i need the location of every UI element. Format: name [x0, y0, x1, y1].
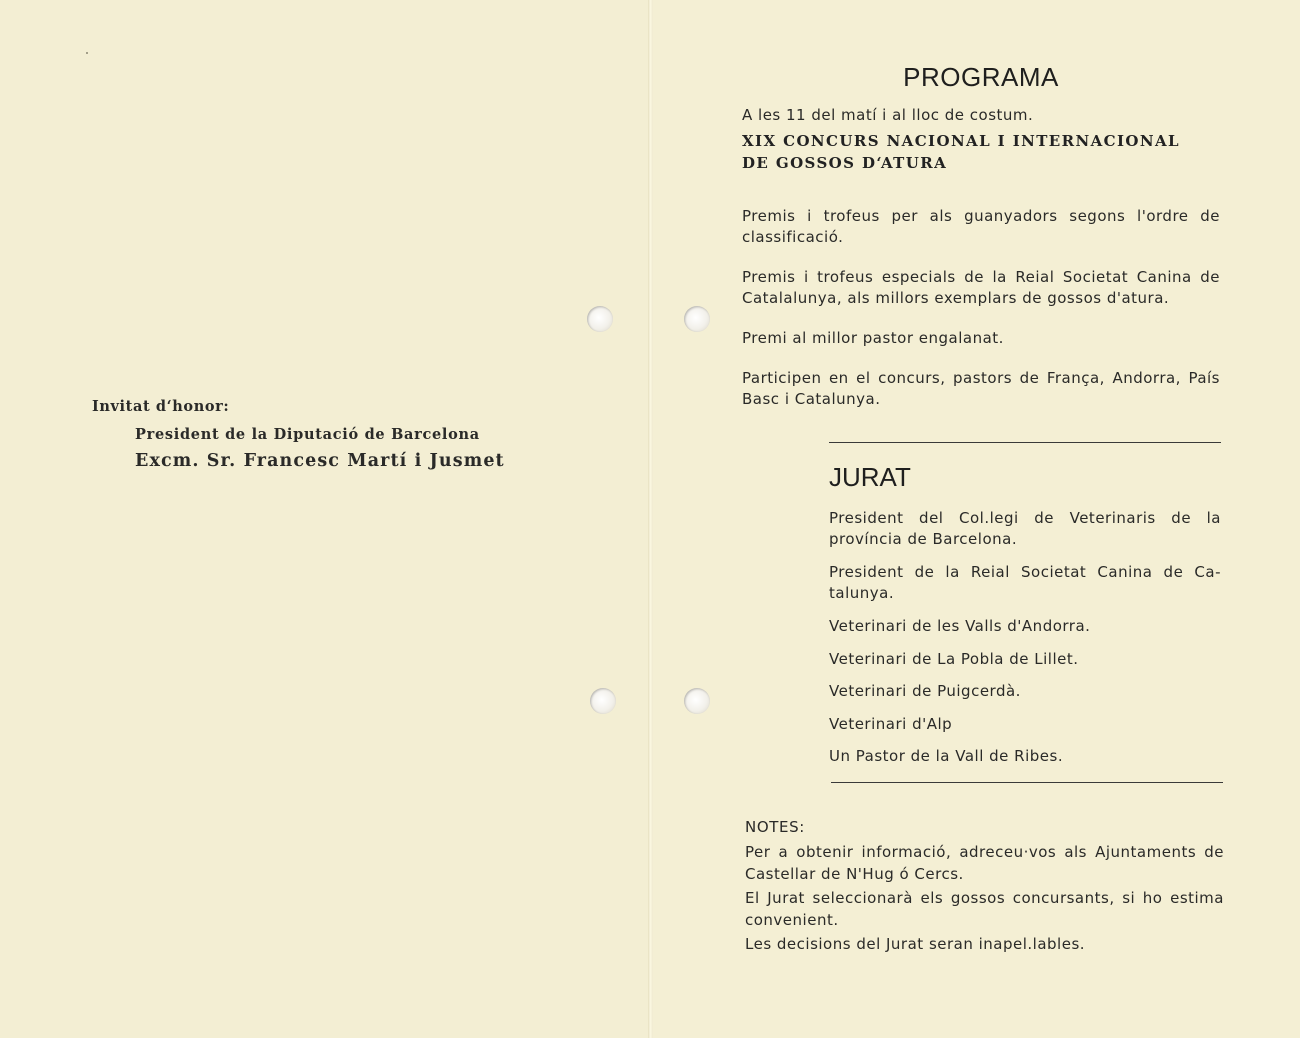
programa-intro: A les 11 del matí i al lloc de costum.: [742, 106, 1034, 124]
jurat-item: Veterinari de Puigcerdà.: [829, 682, 1021, 700]
notes-title: NOTES:: [745, 818, 805, 836]
jurat-item: Veterinari de La Pobla de Lillet.: [829, 649, 1079, 668]
honour-guest-block: [92, 398, 612, 471]
punch-hole: [684, 688, 710, 714]
contest-title-line: XIX CONCURS NACIONAL I INTERNACIONAL: [742, 132, 1180, 150]
honour-name: Excm. Sr. Francesc Martí i Jusmet: [135, 451, 505, 471]
programa-paragraph: Premis i trofeus per als guanyadors segons l'ordre de classificació.: [742, 207, 1220, 246]
jurat-list: [829, 508, 1221, 779]
programa-paragraph: Premi al millor pastor engalanat.: [742, 329, 1004, 347]
punch-hole: [684, 306, 710, 332]
programa-paragraph: Participen en el concurs, pastors de França, Andorra, País Basc i Catalunya.: [742, 369, 1220, 408]
note-item: Per a obtenir informació, adreceu·vos als Ajuntaments de Castellar de N'Hug ó Cercs.: [745, 843, 1224, 883]
contest-title-line: DE GOSSOS D‘ATURA: [742, 154, 948, 172]
notes-list: [745, 842, 1224, 959]
paper-speck: [86, 52, 88, 54]
jurat-item: Un Pastor de la Vall de Ribes.: [829, 747, 1064, 765]
note-item: Les decisions del Jurat seran inapel.lables.: [745, 935, 1086, 953]
jurat-item: Veterinari d'Alp: [829, 714, 953, 733]
jurat-title: JURAT: [829, 462, 911, 492]
contest-title: [742, 130, 1222, 174]
jurat-item: President del Col.legi de Veterinaris de la província de Barcelona.: [829, 509, 1221, 548]
punch-hole: [590, 688, 616, 714]
jurat-item: President de la Reial Societat Canina de Ca-talunya.: [829, 563, 1221, 602]
programa-paragraph: Premis i trofeus especials de la Reial Societat Canina de Catalalunya, als millors exemplars de gossos d'atura.: [742, 268, 1220, 307]
honour-role: President de la Diputació de Barcelona: [135, 426, 480, 443]
divider: [831, 782, 1223, 783]
note-item: El Jurat seleccionarà els gossos concursants, si ho estima convenient.: [745, 889, 1224, 929]
punch-hole: [587, 306, 613, 332]
programa-title: PROGRAMA: [903, 62, 1059, 92]
honour-label: Invitat d‘honor:: [92, 398, 230, 415]
divider: [829, 442, 1221, 443]
jurat-item: Veterinari de les Valls d'Andorra.: [829, 617, 1091, 635]
